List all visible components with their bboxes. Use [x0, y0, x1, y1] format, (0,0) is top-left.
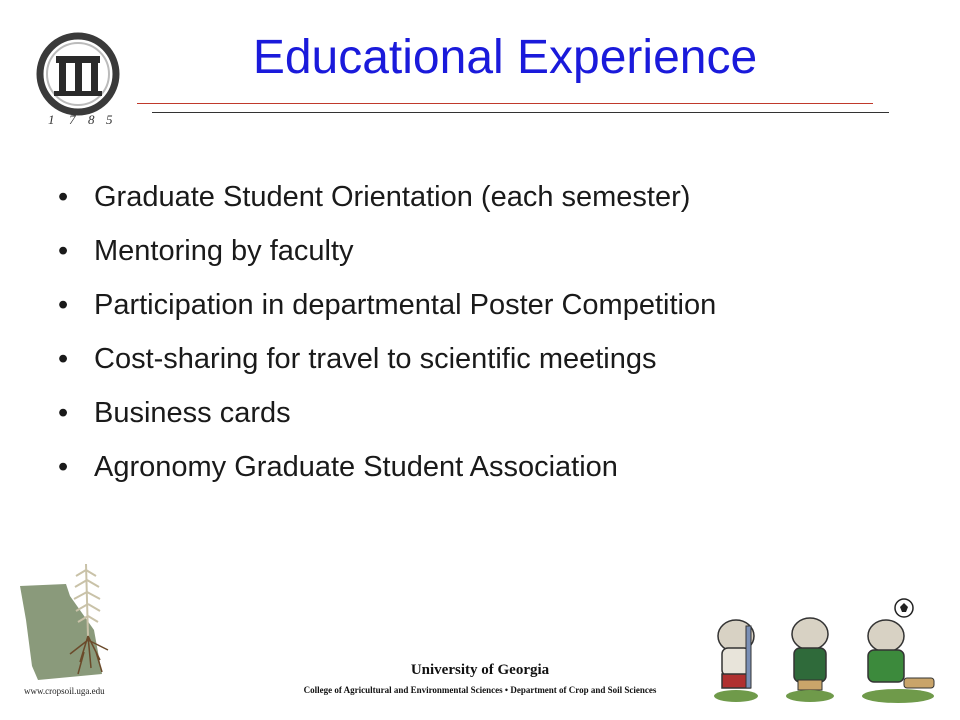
bulldog-mascots-icon — [708, 596, 953, 706]
list-item-text: Participation in departmental Poster Competition — [94, 289, 717, 321]
logo-year-digit: 5 — [106, 112, 113, 127]
list-item-text: Mentoring by faculty — [94, 235, 354, 267]
logo-year-digit: 8 — [88, 112, 95, 127]
list-item — [58, 284, 716, 338]
title-underline-black — [152, 112, 889, 113]
bullet-dot: • — [58, 451, 69, 483]
arch-icon — [32, 32, 128, 128]
bullet-dot: • — [58, 289, 69, 321]
list-item-text: Graduate Student Orientation (each semester) — [94, 181, 691, 213]
list-item-text: Cost-sharing for travel to scientific meetings — [94, 343, 657, 375]
bulldog-mascot-2 — [786, 618, 834, 702]
list-item-text: Agronomy Graduate Student Association — [94, 451, 618, 483]
bulldog-mascot-1 — [714, 620, 758, 702]
bullet-dot: • — [58, 397, 69, 429]
slide-title: Educational Experience — [252, 31, 758, 84]
bullet-dot: • — [58, 181, 69, 213]
title-underline-red — [137, 103, 873, 104]
bullet-dot: • — [58, 235, 69, 267]
logo-year-digit: 1 — [48, 112, 55, 127]
footer-university: University of Georgia — [410, 662, 550, 678]
list-item — [58, 392, 716, 446]
footer-url: www.cropsoil.uga.edu — [24, 686, 105, 696]
list-item — [58, 176, 716, 230]
list-item — [58, 338, 716, 392]
list-item — [58, 230, 716, 284]
bullet-list — [58, 176, 716, 500]
logo-year-digit: 7 — [69, 112, 76, 127]
bulldog-mascot-3 — [862, 599, 934, 703]
georgia-map-icon — [8, 556, 133, 688]
bullet-dot: • — [58, 343, 69, 375]
list-item-text: Business cards — [94, 397, 291, 429]
footer-college-line: College of Agricultural and Environmental Sciences • Department of Crop and Soil Sciences — [303, 685, 657, 695]
list-item — [58, 446, 716, 500]
